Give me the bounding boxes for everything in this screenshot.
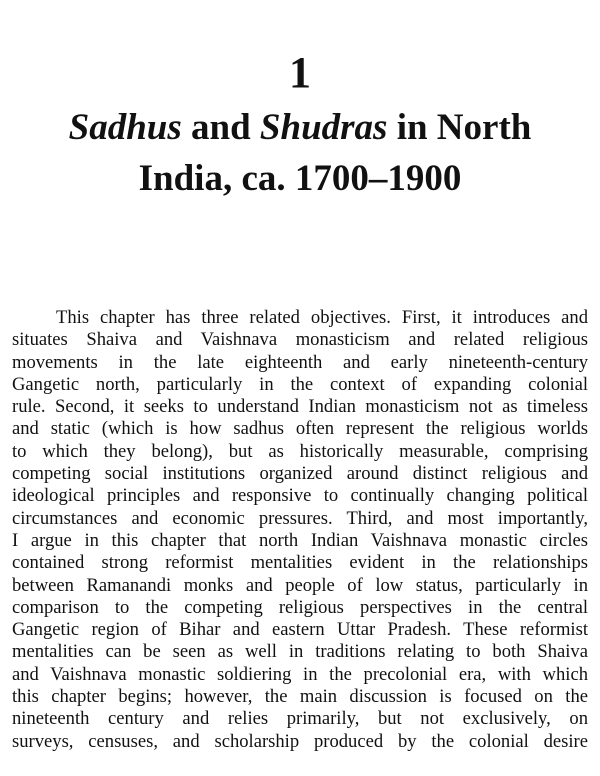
- body-line-text: competing social institutions organized around distinct religious and: [12, 463, 588, 485]
- body-line: [12, 396, 588, 418]
- body-line-text: situates Shaiva and Vaishnava monasticism and related religious: [12, 329, 588, 351]
- body-line: [12, 731, 588, 753]
- body-line-text: rule. Second, it seeks to understand Indian monasticism not as timeless: [12, 396, 588, 418]
- body-line-text: Gangetic region of Bihar and eastern Uttar Pradesh. These reformist: [12, 619, 588, 641]
- body-line-text: movements in the late eighteenth and early nineteenth-century: [12, 351, 588, 373]
- body-line: [12, 441, 588, 463]
- body-line: [12, 307, 588, 329]
- body-line: [12, 352, 588, 374]
- body-line: [12, 619, 588, 641]
- title-word-sadhus: Sadhus: [68, 107, 182, 148]
- chapter-title: [0, 102, 600, 204]
- body-paragraph: [12, 307, 588, 753]
- chapter-title-line-2: India, ca. 1700–1900: [138, 158, 462, 199]
- body-line: [12, 575, 588, 597]
- body-line-text: I argue in this chapter that north Indian Vaishnava monastic circles: [12, 529, 588, 551]
- body-line-text: and static (which is how sadhus often represent the religious worlds: [12, 418, 588, 440]
- body-line: [12, 552, 588, 574]
- body-line-text: to which they belong), but as historically measurable, comprising: [12, 440, 588, 462]
- body-line-text: contained strong reformist mentalities evident in the relationships: [12, 552, 588, 574]
- body-line-text: between Ramanandi monks and people of low status, particularly in: [12, 574, 588, 596]
- body-line-text: surveys, censuses, and scholarship produced by the colonial desire: [12, 730, 588, 752]
- body-line-text: and Vaishnava monastic soldiering in the precolonial era, with which: [12, 663, 588, 685]
- chapter-number: 1: [289, 48, 311, 97]
- title-word-shudras: Shudras: [259, 107, 388, 148]
- body-line: [12, 641, 588, 663]
- body-line: [12, 664, 588, 686]
- body-line: [12, 485, 588, 507]
- body-line-text: This chapter has three related objectives. First, it introduces and: [56, 307, 588, 328]
- body-line-text: mentalities can be seen as well in traditions relating to both Shaiva: [12, 641, 588, 663]
- chapter-title-line-1: [0, 102, 600, 153]
- body-line-text: Gangetic north, particularly in the context of expanding colonial: [12, 373, 588, 395]
- body-line: [12, 597, 588, 619]
- body-line-text: ideological principles and responsive to continually changing political: [12, 485, 588, 507]
- body-line: [12, 686, 588, 708]
- body-line-text: comparison to the competing religious perspectives in the central: [12, 596, 588, 618]
- body-line-text: circumstances and economic pressures. Third, and most importantly,: [12, 507, 588, 529]
- body-line-text: this chapter begins; however, the main discussion is focused on the: [12, 686, 588, 708]
- title-text: in North: [387, 107, 532, 148]
- body-line-text: nineteenth century and relies primarily, but not exclusively, on: [12, 708, 588, 730]
- body-line: [12, 418, 588, 440]
- body-line: [12, 329, 588, 351]
- body-line: [12, 374, 588, 396]
- body-line: [12, 530, 588, 552]
- title-text: and: [181, 107, 260, 148]
- body-line: [12, 508, 588, 530]
- body-line: [12, 463, 588, 485]
- body-line: [12, 708, 588, 730]
